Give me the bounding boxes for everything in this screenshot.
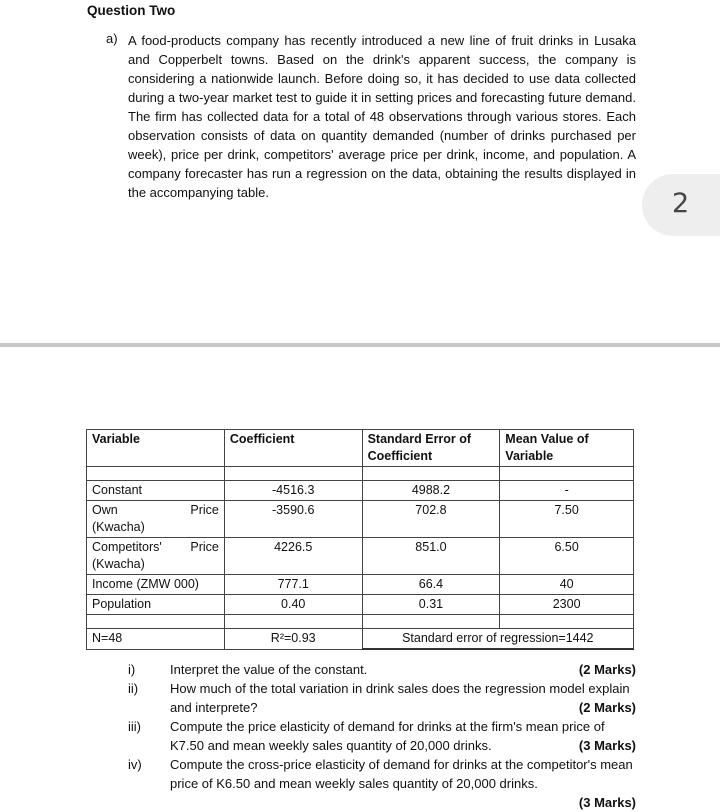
table-footer-row: [87, 629, 634, 650]
table-header-row: [87, 430, 634, 467]
cell-variable: Constant: [87, 481, 225, 501]
cell-se: 0.31: [362, 595, 500, 615]
footer-r2: R²=0.93: [224, 629, 362, 650]
cell-mean: -: [500, 481, 634, 501]
cell-se: 4988.2: [362, 481, 500, 501]
footer-n: N=48: [87, 629, 225, 650]
table-row: [87, 481, 634, 501]
cell-mean: 40: [500, 575, 634, 595]
page-separator: [0, 343, 720, 347]
question-item: i) (2 Marks) Interpret the value of the constant.: [128, 662, 636, 677]
part-a-label: a): [106, 31, 118, 46]
cell-se: 66.4: [362, 575, 500, 595]
header-mean-value: Mean Value of Variable: [500, 430, 634, 467]
header-std-error: Standard Error of Coefficient: [362, 430, 500, 467]
sub-questions: [128, 660, 636, 812]
question-heading: Question Two: [87, 3, 176, 18]
header-coefficient: Coefficient: [224, 430, 362, 467]
cell-coef: -4516.3: [224, 481, 362, 501]
cell-mean: 7.50: [500, 501, 634, 538]
part-a-text: A food-products company has recently introduced a new line of fruit drinks in Lusaka and Copperbelt towns. Based on the drink's apparent success, the company is considering a nationwide launch. Before doing so, it has decided to use data collected during a two-year market test to guide it in setting prices and forecasting future demand. The firm has collected data for a total of 48 observations through various stores. Each observation consists of data on quantity demanded (number of drinks purchased per week), price per drink, competitors' average price per drink, income, and population. A company forecaster has run a regression on the data, obtaining the results displayed in the accompanying table.: [128, 33, 636, 200]
question-item: ii) How much of the total variation in drink sales does the regression model explain and interprete? (2 Marks): [128, 681, 636, 715]
header-variable: Variable: [87, 430, 225, 467]
page-number-badge: [642, 174, 720, 236]
cell-variable: Income (ZMW 000): [87, 575, 225, 595]
question-item: iii) Compute the price elasticity of demand for drinks at the firm's mean price of K7.50 and mean weekly sales quantity of 20,000 drinks. (3 Marks): [128, 719, 636, 753]
table-row: [87, 501, 634, 538]
cell-variable: Competitors' Price (Kwacha): [87, 538, 225, 575]
cell-se: 702.8: [362, 501, 500, 538]
cell-mean: 6.50: [500, 538, 634, 575]
cell-variable: Population: [87, 595, 225, 615]
cell-variable: Own Price (Kwacha): [87, 501, 225, 538]
table-row: [87, 595, 634, 615]
footer-se-regression: Standard error of regression=1442: [362, 629, 633, 650]
page-number: 2: [672, 188, 690, 219]
cell-mean: 2300: [500, 595, 634, 615]
table-row: [87, 538, 634, 575]
cell-coef: 777.1: [224, 575, 362, 595]
cell-coef: 0.40: [224, 595, 362, 615]
question-item: iv) Compute the cross-price elasticity of demand for drinks at the competitor's mean price of K6.50 and mean weekly sales quantity of 20,000 drinks. (3 Marks): [128, 757, 636, 810]
cell-coef: -3590.6: [224, 501, 362, 538]
regression-table: [86, 429, 634, 650]
table-spacer-row: [87, 615, 634, 629]
table-row: [87, 575, 634, 595]
cell-coef: 4226.5: [224, 538, 362, 575]
table-spacer-row: [87, 467, 634, 481]
cell-se: 851.0: [362, 538, 500, 575]
